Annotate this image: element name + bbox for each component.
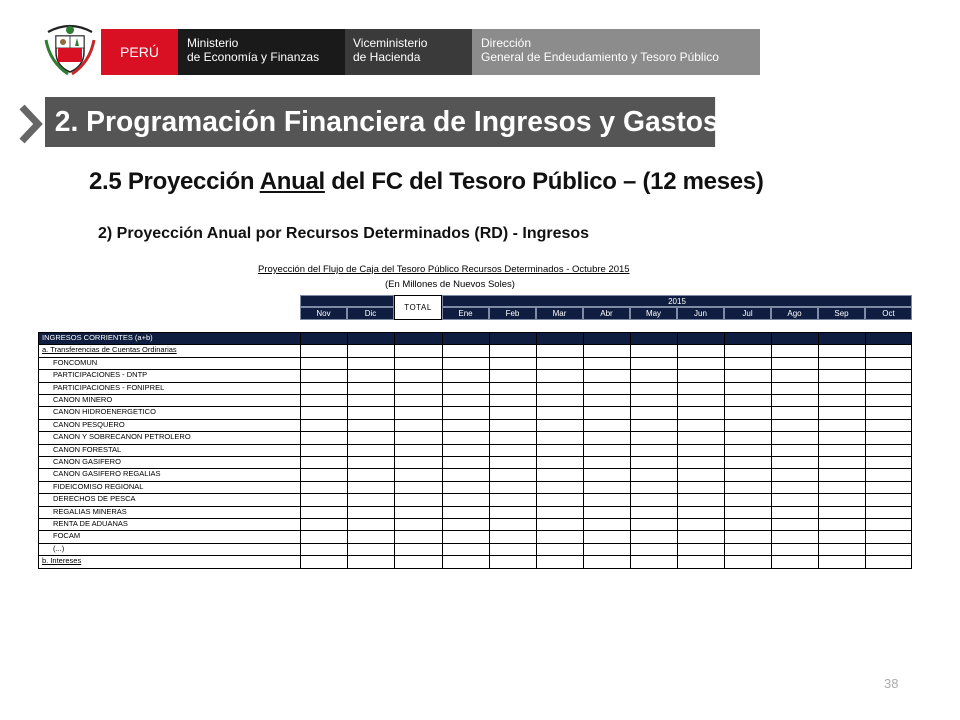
column-divider <box>911 332 912 568</box>
section-title: 2. Programación Financiera de Ingresos y Gastos <box>45 97 715 147</box>
table-row-label: REGALIAS MINERAS <box>53 506 127 516</box>
row-divider <box>38 493 912 494</box>
month-header: Jun <box>677 307 724 320</box>
row-divider <box>38 481 912 482</box>
ministerio-line-1: Ministerio <box>187 36 239 50</box>
table-row-label: DERECHOS DE PESCA <box>53 494 136 504</box>
page-number: 38 <box>884 676 899 691</box>
row-divider <box>38 369 912 370</box>
row-divider <box>38 357 912 358</box>
column-divider <box>347 332 348 568</box>
table-row-label: PARTICIPACIONES - DNTP <box>53 370 148 380</box>
row-divider <box>38 332 912 333</box>
column-divider <box>630 332 631 568</box>
peru-label: PERÚ <box>120 44 159 60</box>
column-divider <box>724 332 725 568</box>
subtitle-underlined-word: Anual <box>259 168 325 195</box>
table-row-label: CANON GASIFERO <box>53 457 121 466</box>
month-header: Ene <box>442 307 489 320</box>
month-header: Mar <box>536 307 583 320</box>
table-row-label: CANON MINERO <box>53 395 113 404</box>
row-divider <box>38 419 912 420</box>
row-divider <box>38 444 912 445</box>
row-divider <box>38 568 912 569</box>
peru-coat-of-arms-logo <box>42 18 98 78</box>
peru-brand-block <box>101 29 178 75</box>
column-divider <box>38 332 39 568</box>
column-divider <box>489 332 490 568</box>
month-header: Jul <box>724 307 771 320</box>
column-divider <box>818 332 819 568</box>
table-row-label: b. Intereses <box>42 556 82 566</box>
sheet-unit: (En Millones de Nuevos Soles) <box>385 279 515 290</box>
table-row-label: CANON PESQUERO <box>53 419 125 429</box>
row-divider <box>38 431 912 432</box>
section-subsubtitle: 2) Proyección Anual por Recursos Determinados (RD) - Ingresos <box>98 225 590 242</box>
table-row-label: CANON HIDROENERGETICO <box>53 407 156 417</box>
month-header: Nov <box>300 307 347 320</box>
column-divider <box>677 332 678 568</box>
month-header: Sep <box>818 307 865 320</box>
row-divider <box>38 555 912 556</box>
sheet-title: Proyección del Flujo de Caja del Tesoro Público Recursos Determinados - Octubre 2015 <box>258 264 630 275</box>
row-divider <box>38 506 912 507</box>
row-divider <box>38 344 912 345</box>
row-divider <box>38 394 912 395</box>
row-divider <box>38 518 912 519</box>
ministerio-block <box>178 29 345 75</box>
viceministerio-block <box>345 29 472 75</box>
month-header: Dic <box>347 307 394 320</box>
column-divider <box>536 332 537 568</box>
total-header: TOTAL <box>394 295 442 320</box>
chevron-right-icon <box>16 103 46 145</box>
year-header: 2015 <box>442 295 912 307</box>
month-header: Oct <box>865 307 912 320</box>
table-row-label: INGRESOS CORRIENTES (a+b) <box>38 332 300 344</box>
table-row-label: RENTA DE ADUANAS <box>53 519 128 528</box>
viceministerio-line-2: de Hacienda <box>353 50 421 64</box>
row-divider <box>38 456 912 457</box>
column-divider <box>442 332 443 568</box>
direccion-line-1: Dirección <box>481 36 532 50</box>
year-header-blank <box>300 295 394 307</box>
table-row-label: CANON FORESTAL <box>53 444 122 454</box>
table-row-label: FIDEICOMISO REGIONAL <box>53 481 144 491</box>
cash-flow-table <box>38 295 912 581</box>
row-divider <box>38 530 912 531</box>
row-divider <box>38 382 912 383</box>
table-row-label: FONCOMUN <box>53 357 98 367</box>
ministerio-line-2: de Economía y Finanzas <box>187 50 320 64</box>
direccion-block <box>472 29 760 75</box>
table-row-label: a. Transferencias de Cuentas Ordinarias <box>42 345 177 355</box>
table-row-label: FOCAM <box>53 531 81 541</box>
section-subtitle: 2.5 Proyección Anual del FC del Tesoro Público – (12 meses) <box>89 168 764 195</box>
row-divider <box>38 543 912 544</box>
table-row-label: PARTICIPACIONES - FONIPREL <box>53 382 165 392</box>
column-divider <box>865 332 866 568</box>
month-header: Abr <box>583 307 630 320</box>
table-row-label: (...) <box>53 543 65 553</box>
month-header: May <box>630 307 677 320</box>
column-divider <box>394 332 395 568</box>
total-row-band <box>300 332 912 344</box>
row-divider <box>38 468 912 469</box>
month-header: Ago <box>771 307 818 320</box>
month-header: Feb <box>489 307 536 320</box>
row-divider <box>38 406 912 407</box>
table-row-label: CANON GASIFERO REGALIAS <box>53 469 161 479</box>
viceministerio-line-1: Viceministerio <box>353 36 428 50</box>
direccion-line-2: General de Endeudamiento y Tesoro Público <box>481 50 719 64</box>
column-divider <box>771 332 772 568</box>
column-divider <box>583 332 584 568</box>
column-divider <box>300 332 301 568</box>
table-row-label: CANON Y SOBRECANON PETROLERO <box>53 432 191 442</box>
